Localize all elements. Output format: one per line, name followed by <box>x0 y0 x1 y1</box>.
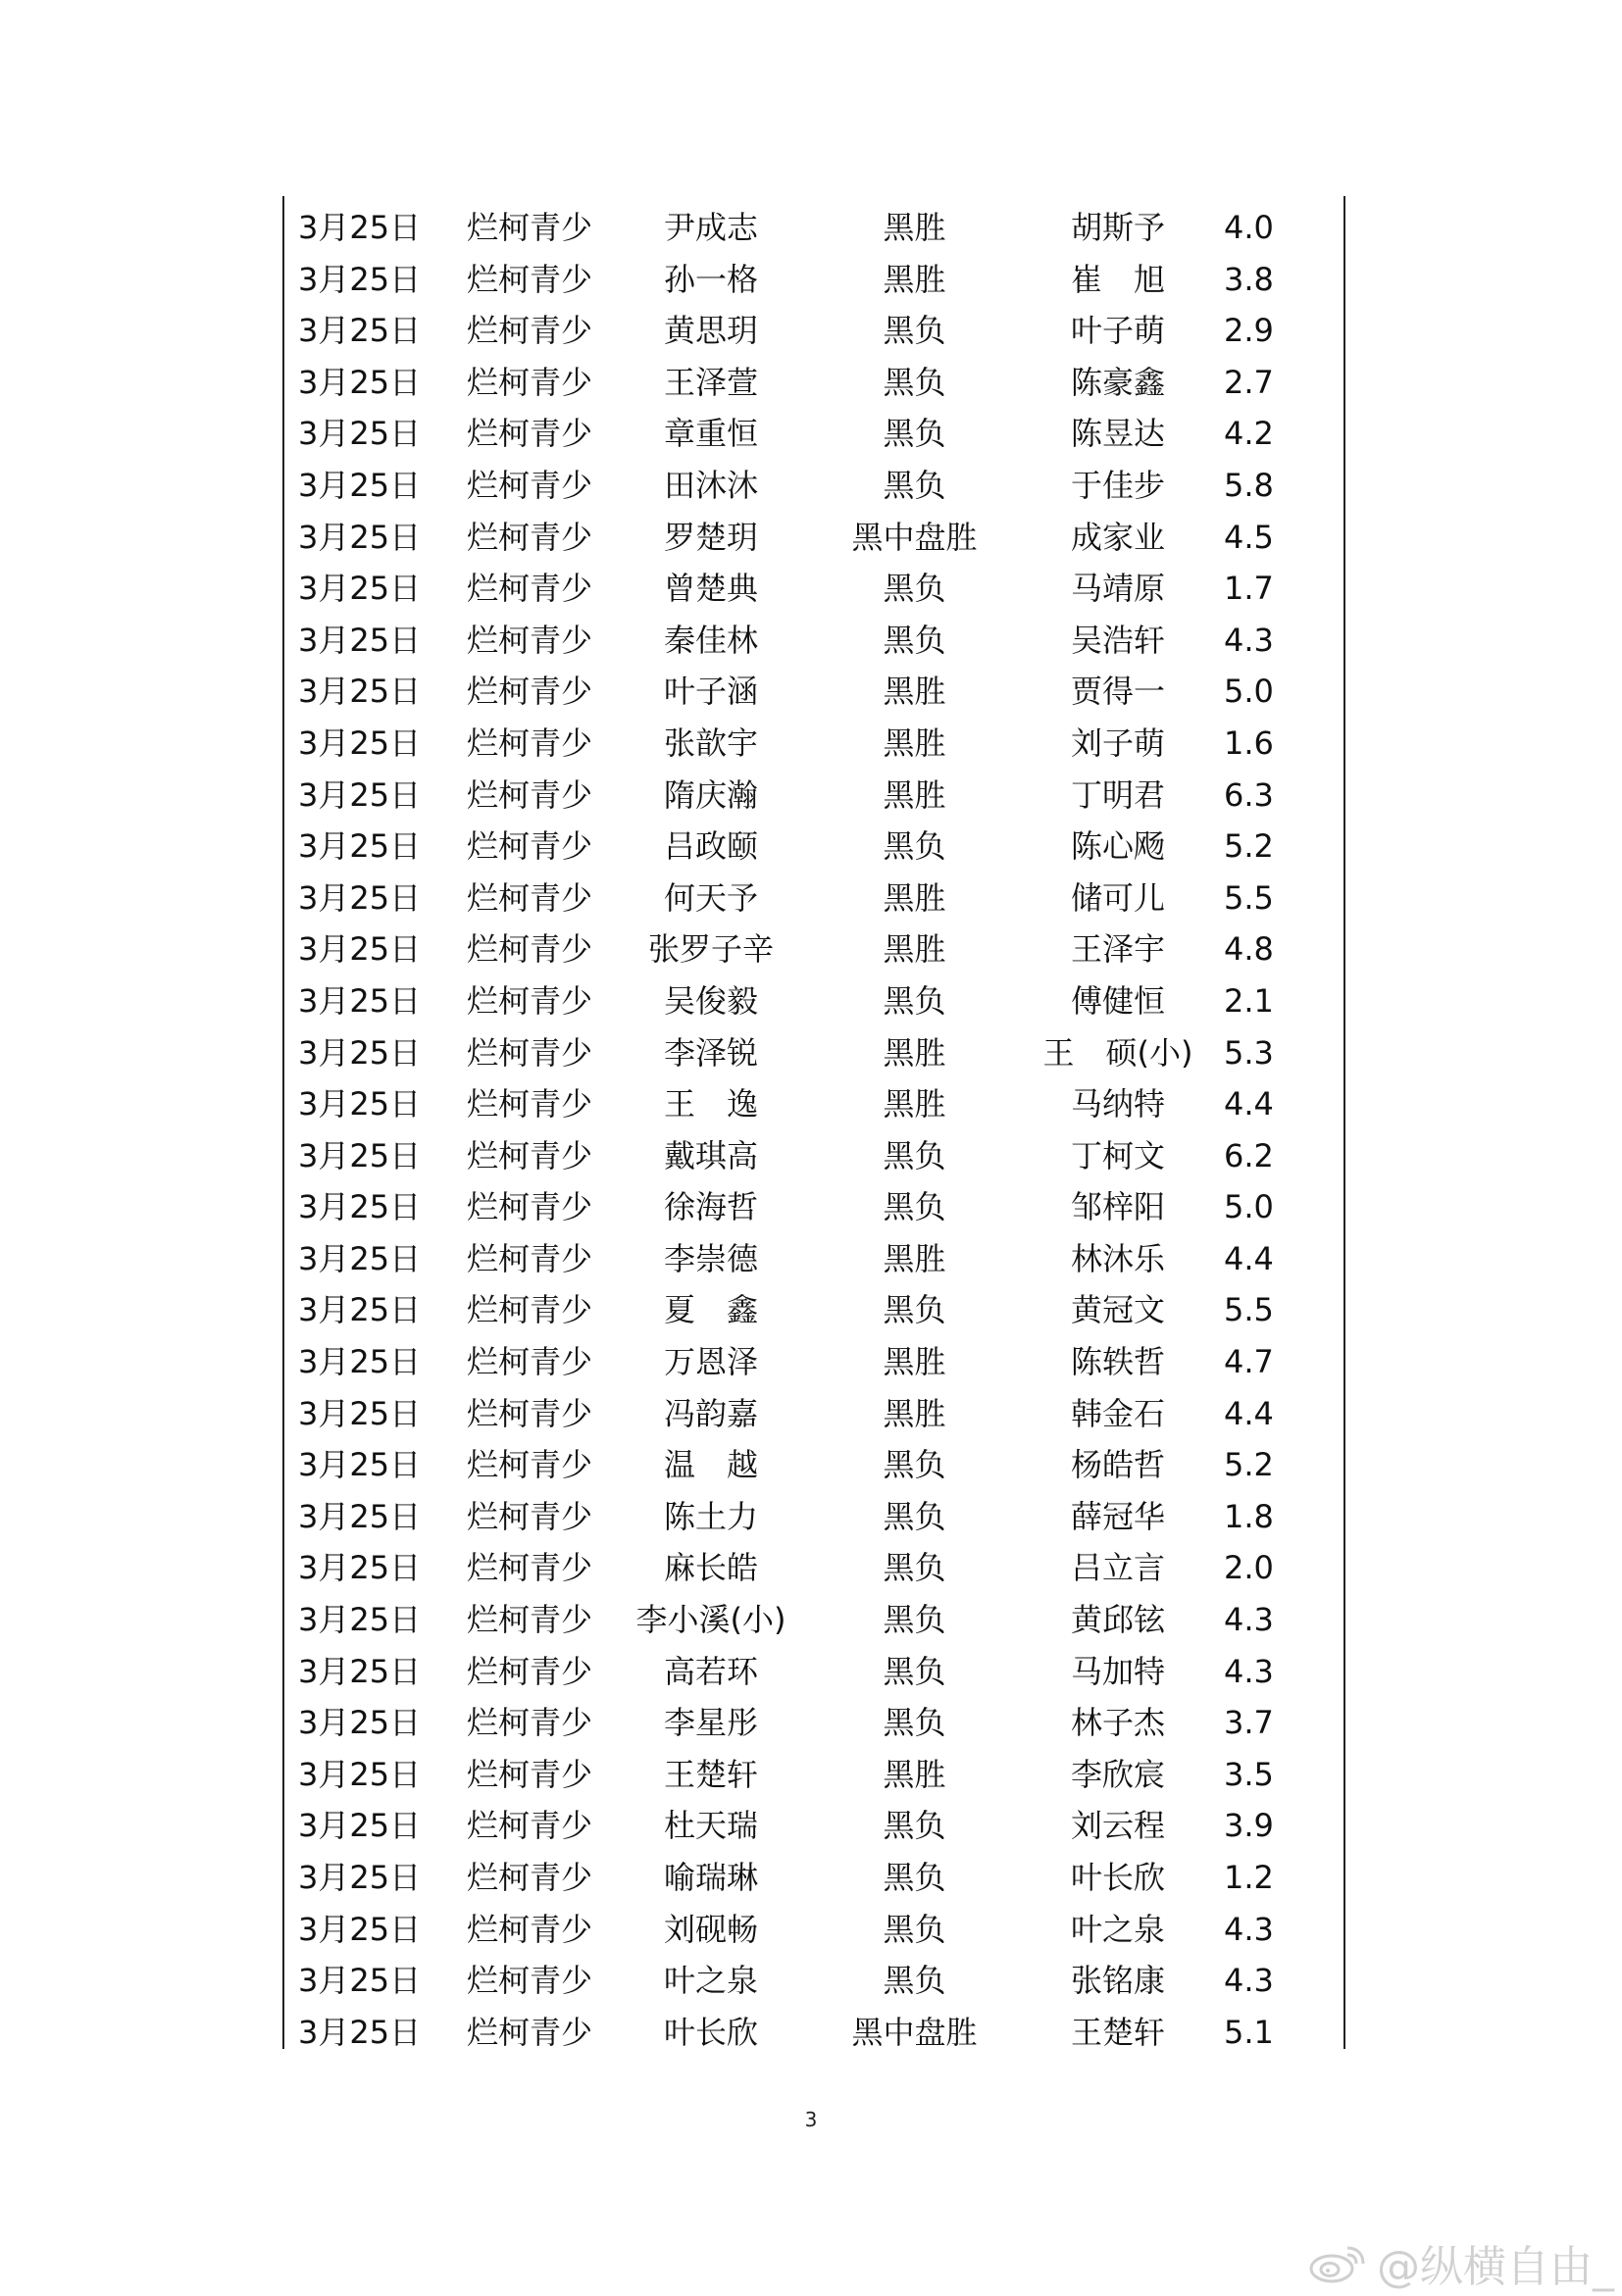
cell-white-player: 林子杰 <box>1070 1704 1165 1742</box>
cell-event: 烂柯青少 <box>466 312 592 350</box>
cell-score: 5.2 <box>1224 827 1274 866</box>
cell-result: 黑胜 <box>883 1343 946 1381</box>
cell-date: 3月25日 <box>298 1033 422 1072</box>
cell-event: 烂柯青少 <box>466 1343 592 1381</box>
cell-date: 3月25日 <box>298 1755 422 1793</box>
cell-result: 黑负 <box>883 827 946 866</box>
cell-result: 黑胜 <box>883 775 946 814</box>
cell-score: 5.5 <box>1224 878 1274 917</box>
cell-event: 烂柯青少 <box>466 673 592 711</box>
cell-date: 3月25日 <box>298 1394 422 1432</box>
cell-date: 3月25日 <box>298 775 422 814</box>
cell-score: 3.5 <box>1224 1755 1274 1793</box>
cell-event: 烂柯青少 <box>466 1394 592 1432</box>
cell-black-player: 张歆宇 <box>663 724 758 762</box>
table-row <box>284 512 1347 564</box>
cell-score: 1.6 <box>1224 724 1274 762</box>
cell-score: 6.2 <box>1224 1136 1274 1174</box>
cell-date: 3月25日 <box>298 312 422 350</box>
table-row <box>284 1027 1347 1079</box>
cell-white-player: 储可儿 <box>1070 878 1165 917</box>
cell-white-player: 黄冠文 <box>1070 1291 1165 1329</box>
cell-white-player: 吴浩轩 <box>1070 621 1165 659</box>
cell-white-player: 薛冠华 <box>1070 1497 1165 1535</box>
cell-black-player: 戴琪高 <box>663 1136 758 1174</box>
cell-event: 烂柯青少 <box>466 260 592 298</box>
table-row <box>284 1130 1347 1182</box>
table-row <box>284 770 1347 822</box>
cell-white-player: 叶子萌 <box>1070 312 1165 350</box>
cell-event: 烂柯青少 <box>466 1446 592 1484</box>
cell-result: 黑胜 <box>883 930 946 969</box>
table-row <box>284 1078 1347 1130</box>
cell-result: 黑负 <box>883 981 946 1020</box>
table-row <box>284 460 1347 512</box>
cell-result: 黑负 <box>883 1446 946 1484</box>
table-row <box>284 1749 1347 1801</box>
cell-black-player: 杜天瑞 <box>663 1807 758 1845</box>
cell-black-player: 李泽锐 <box>663 1033 758 1072</box>
cell-date: 3月25日 <box>298 981 422 1020</box>
cell-white-player: 丁明君 <box>1070 775 1165 814</box>
cell-event: 烂柯青少 <box>466 1085 592 1123</box>
cell-black-player: 刘砚畅 <box>663 1910 758 1948</box>
cell-result: 黑负 <box>883 363 946 401</box>
cell-black-player: 陈土力 <box>663 1497 758 1535</box>
table-row <box>284 1594 1347 1646</box>
table-row <box>284 1336 1347 1388</box>
cell-date: 3月25日 <box>298 1549 422 1587</box>
cell-result: 黑负 <box>883 621 946 659</box>
table-row <box>284 718 1347 770</box>
cell-date: 3月25日 <box>298 415 422 453</box>
cell-result: 黑负 <box>883 570 946 608</box>
cell-result: 黑胜 <box>883 673 946 711</box>
cell-event: 烂柯青少 <box>466 981 592 1020</box>
cell-date: 3月25日 <box>298 1291 422 1329</box>
cell-event: 烂柯青少 <box>466 1755 592 1793</box>
cell-score: 3.9 <box>1224 1807 1274 1845</box>
cell-black-player: 麻长皓 <box>663 1549 758 1587</box>
cell-date: 3月25日 <box>298 570 422 608</box>
table-row <box>284 408 1347 460</box>
cell-black-player: 叶长欣 <box>663 2013 758 2051</box>
cell-date: 3月25日 <box>298 1446 422 1484</box>
cell-score: 2.9 <box>1224 312 1274 350</box>
cell-white-player: 杨皓哲 <box>1070 1446 1165 1484</box>
cell-white-player: 叶长欣 <box>1070 1859 1165 1896</box>
cell-event: 烂柯青少 <box>466 878 592 917</box>
cell-date: 3月25日 <box>298 466 422 504</box>
cell-white-player: 成家业 <box>1070 518 1165 556</box>
table-row <box>284 1697 1347 1749</box>
cell-black-player: 孙一格 <box>663 260 758 298</box>
table-row <box>284 1800 1347 1852</box>
cell-score: 4.2 <box>1224 415 1274 453</box>
cell-result: 黑胜 <box>883 1394 946 1432</box>
cell-result: 黑负 <box>883 1188 946 1226</box>
cell-white-player: 陈心飏 <box>1070 827 1165 866</box>
table-row <box>284 975 1347 1027</box>
cell-score: 2.0 <box>1224 1549 1274 1587</box>
cell-result: 黑负 <box>883 1549 946 1587</box>
cell-score: 4.0 <box>1224 209 1274 246</box>
cell-score: 6.3 <box>1224 775 1274 814</box>
cell-result: 黑中盘胜 <box>851 518 978 556</box>
cell-event: 烂柯青少 <box>466 724 592 762</box>
cell-result: 黑负 <box>883 1136 946 1174</box>
cell-black-player: 尹成志 <box>663 209 758 246</box>
cell-result: 黑负 <box>883 1910 946 1948</box>
cell-result: 黑胜 <box>883 1033 946 1072</box>
cell-event: 烂柯青少 <box>466 1859 592 1896</box>
cell-black-player: 罗楚玥 <box>663 518 758 556</box>
table-row <box>284 821 1347 873</box>
cell-event: 烂柯青少 <box>466 2013 592 2051</box>
cell-white-player: 马加特 <box>1070 1652 1165 1690</box>
cell-date: 3月25日 <box>298 1188 422 1226</box>
cell-black-player: 张罗子辛 <box>647 930 774 969</box>
cell-result: 黑负 <box>883 1497 946 1535</box>
cell-date: 3月25日 <box>298 1343 422 1381</box>
cell-event: 烂柯青少 <box>466 1807 592 1845</box>
cell-black-player: 喻瑞琳 <box>663 1859 758 1896</box>
cell-black-player: 秦佳林 <box>663 621 758 659</box>
cell-white-player: 崔 旭 <box>1070 260 1165 298</box>
cell-event: 烂柯青少 <box>466 518 592 556</box>
cell-score: 5.2 <box>1224 1446 1274 1484</box>
cell-black-player: 田沐沐 <box>663 466 758 504</box>
results-table-frame <box>282 196 1345 2049</box>
cell-result: 黑胜 <box>883 260 946 298</box>
cell-event: 烂柯青少 <box>466 570 592 608</box>
table-row <box>284 666 1347 718</box>
table-row <box>284 357 1347 409</box>
cell-black-player: 万恩泽 <box>663 1343 758 1381</box>
cell-white-player: 刘子萌 <box>1070 724 1165 762</box>
cell-score: 2.1 <box>1224 981 1274 1020</box>
cell-score: 4.5 <box>1224 518 1274 556</box>
cell-result: 黑负 <box>883 1807 946 1845</box>
cell-white-player: 丁柯文 <box>1070 1136 1165 1174</box>
table-row <box>284 1181 1347 1233</box>
cell-black-player: 曾楚典 <box>663 570 758 608</box>
cell-event: 烂柯青少 <box>466 621 592 659</box>
cell-white-player: 陈轶哲 <box>1070 1343 1165 1381</box>
cell-black-player: 何天予 <box>663 878 758 917</box>
cell-event: 烂柯青少 <box>466 1188 592 1226</box>
table-row <box>284 1284 1347 1336</box>
cell-date: 3月25日 <box>298 621 422 659</box>
cell-date: 3月25日 <box>298 673 422 711</box>
cell-score: 4.3 <box>1224 1910 1274 1948</box>
cell-date: 3月25日 <box>298 1910 422 1948</box>
cell-white-player: 马靖原 <box>1070 570 1165 608</box>
results-table-body <box>284 202 1347 2058</box>
cell-event: 烂柯青少 <box>466 415 592 453</box>
cell-white-player: 王 硕(小) <box>1042 1033 1193 1072</box>
cell-white-player: 王泽宇 <box>1070 930 1165 969</box>
cell-result: 黑负 <box>883 1704 946 1742</box>
cell-date: 3月25日 <box>298 2013 422 2051</box>
cell-date: 3月25日 <box>298 724 422 762</box>
cell-white-player: 刘云程 <box>1070 1807 1165 1845</box>
cell-white-player: 胡斯予 <box>1070 209 1165 246</box>
cell-date: 3月25日 <box>298 363 422 401</box>
cell-date: 3月25日 <box>298 1136 422 1174</box>
cell-score: 4.4 <box>1224 1394 1274 1432</box>
cell-event: 烂柯青少 <box>466 209 592 246</box>
cell-event: 烂柯青少 <box>466 1910 592 1948</box>
cell-score: 4.3 <box>1224 1601 1274 1639</box>
cell-date: 3月25日 <box>298 1652 422 1690</box>
cell-black-player: 黄思玥 <box>663 312 758 350</box>
cell-white-player: 吕立言 <box>1070 1549 1165 1587</box>
cell-event: 烂柯青少 <box>466 1549 592 1587</box>
cell-score: 3.8 <box>1224 260 1274 298</box>
cell-score: 4.3 <box>1224 1652 1274 1690</box>
cell-black-player: 冯韵嘉 <box>663 1394 758 1432</box>
cell-score: 5.0 <box>1224 1188 1274 1226</box>
weibo-icon <box>1308 2240 1369 2285</box>
table-row <box>284 615 1347 667</box>
cell-black-player: 徐海哲 <box>663 1188 758 1226</box>
cell-result: 黑胜 <box>883 1239 946 1277</box>
cell-date: 3月25日 <box>298 1704 422 1742</box>
cell-score: 4.8 <box>1224 930 1274 969</box>
cell-score: 2.7 <box>1224 363 1274 401</box>
cell-black-player: 李崇德 <box>663 1239 758 1277</box>
results-table <box>284 202 1347 2058</box>
cell-white-player: 张铭康 <box>1070 1962 1165 2000</box>
cell-white-player: 邹梓阳 <box>1070 1188 1165 1226</box>
cell-black-player: 叶子涵 <box>663 673 758 711</box>
cell-event: 烂柯青少 <box>466 1136 592 1174</box>
table-row <box>284 873 1347 924</box>
cell-score: 5.1 <box>1224 2013 1274 2051</box>
cell-black-player: 夏 鑫 <box>663 1291 758 1329</box>
cell-white-player: 傅健恒 <box>1070 981 1165 1020</box>
cell-result: 黑负 <box>883 312 946 350</box>
cell-event: 烂柯青少 <box>466 827 592 866</box>
cell-date: 3月25日 <box>298 518 422 556</box>
cell-result: 黑负 <box>883 1652 946 1690</box>
cell-event: 烂柯青少 <box>466 775 592 814</box>
cell-result: 黑胜 <box>883 209 946 246</box>
table-row <box>284 1852 1347 1904</box>
cell-black-player: 王楚轩 <box>663 1755 758 1793</box>
cell-score: 5.5 <box>1224 1291 1274 1329</box>
cell-black-player: 吕政颐 <box>663 827 758 866</box>
table-row <box>284 305 1347 357</box>
cell-score: 3.7 <box>1224 1704 1274 1742</box>
cell-white-player: 陈昱达 <box>1070 415 1165 453</box>
cell-date: 3月25日 <box>298 1085 422 1123</box>
cell-date: 3月25日 <box>298 1962 422 2000</box>
table-row <box>284 1233 1347 1285</box>
cell-black-player: 吴俊毅 <box>663 981 758 1020</box>
cell-event: 烂柯青少 <box>466 1239 592 1277</box>
cell-white-player: 于佳步 <box>1070 466 1165 504</box>
table-row <box>284 254 1347 306</box>
cell-score: 5.0 <box>1224 673 1274 711</box>
cell-result: 黑胜 <box>883 1755 946 1793</box>
cell-date: 3月25日 <box>298 1497 422 1535</box>
cell-black-player: 王 逸 <box>663 1085 758 1123</box>
cell-event: 烂柯青少 <box>466 1704 592 1742</box>
cell-result: 黑负 <box>883 1291 946 1329</box>
cell-score: 5.3 <box>1224 1033 1274 1072</box>
table-row <box>284 1646 1347 1698</box>
cell-black-player: 高若环 <box>663 1652 758 1690</box>
cell-date: 3月25日 <box>298 1859 422 1896</box>
cell-result: 黑中盘胜 <box>851 2013 978 2051</box>
page-number: 3 <box>804 2108 818 2131</box>
cell-event: 烂柯青少 <box>466 466 592 504</box>
cell-score: 4.3 <box>1224 1962 1274 2000</box>
table-row <box>284 1542 1347 1594</box>
cell-score: 5.8 <box>1224 466 1274 504</box>
cell-result: 黑负 <box>883 1962 946 2000</box>
table-row <box>284 202 1347 254</box>
cell-date: 3月25日 <box>298 878 422 917</box>
cell-event: 烂柯青少 <box>466 1497 592 1535</box>
cell-black-player: 李小溪(小) <box>635 1601 786 1639</box>
cell-black-player: 王泽萱 <box>663 363 758 401</box>
cell-white-player: 王楚轩 <box>1070 2013 1165 2051</box>
cell-white-player: 贾得一 <box>1070 673 1165 711</box>
cell-result: 黑胜 <box>883 1085 946 1123</box>
cell-white-player: 陈豪鑫 <box>1070 363 1165 401</box>
cell-date: 3月25日 <box>298 827 422 866</box>
cell-result: 黑负 <box>883 415 946 453</box>
cell-event: 烂柯青少 <box>466 1601 592 1639</box>
table-row <box>284 923 1347 975</box>
cell-result: 黑负 <box>883 1601 946 1639</box>
cell-score: 4.4 <box>1224 1085 1274 1123</box>
cell-black-player: 温 越 <box>663 1446 758 1484</box>
cell-score: 4.3 <box>1224 621 1274 659</box>
cell-event: 烂柯青少 <box>466 1962 592 2000</box>
cell-event: 烂柯青少 <box>466 363 592 401</box>
cell-white-player: 李欣宸 <box>1070 1755 1165 1793</box>
cell-score: 1.7 <box>1224 570 1274 608</box>
cell-date: 3月25日 <box>298 930 422 969</box>
cell-result: 黑胜 <box>883 878 946 917</box>
cell-white-player: 韩金石 <box>1070 1394 1165 1432</box>
cell-black-player: 叶之泉 <box>663 1962 758 2000</box>
cell-event: 烂柯青少 <box>466 1033 592 1072</box>
cell-event: 烂柯青少 <box>466 1652 592 1690</box>
cell-score: 1.8 <box>1224 1497 1274 1535</box>
cell-date: 3月25日 <box>298 260 422 298</box>
cell-result: 黑胜 <box>883 724 946 762</box>
cell-white-player: 林沐乐 <box>1070 1239 1165 1277</box>
cell-event: 烂柯青少 <box>466 930 592 969</box>
cell-date: 3月25日 <box>298 1807 422 1845</box>
cell-score: 4.4 <box>1224 1239 1274 1277</box>
cell-result: 黑负 <box>883 466 946 504</box>
watermark <box>1308 2237 1614 2292</box>
cell-black-player: 李星彤 <box>663 1704 758 1742</box>
cell-result: 黑负 <box>883 1859 946 1896</box>
cell-white-player: 黄邱铉 <box>1070 1601 1165 1639</box>
cell-black-player: 隋庆瀚 <box>663 775 758 814</box>
cell-date: 3月25日 <box>298 1239 422 1277</box>
cell-white-player: 叶之泉 <box>1070 1910 1165 1948</box>
cell-score: 4.7 <box>1224 1343 1274 1381</box>
table-row <box>284 1904 1347 1956</box>
cell-date: 3月25日 <box>298 1601 422 1639</box>
cell-date: 3月25日 <box>298 209 422 246</box>
table-row <box>284 1955 1347 2007</box>
table-row <box>284 1388 1347 1440</box>
cell-white-player: 马纳特 <box>1070 1085 1165 1123</box>
table-row <box>284 563 1347 615</box>
table-row <box>284 1491 1347 1543</box>
table-row <box>284 2007 1347 2059</box>
cell-event: 烂柯青少 <box>466 1291 592 1329</box>
table-row <box>284 1439 1347 1491</box>
watermark-text: @纵横自由_ <box>1377 2242 1614 2292</box>
cell-score: 1.2 <box>1224 1859 1274 1896</box>
cell-black-player: 章重恒 <box>663 415 758 453</box>
